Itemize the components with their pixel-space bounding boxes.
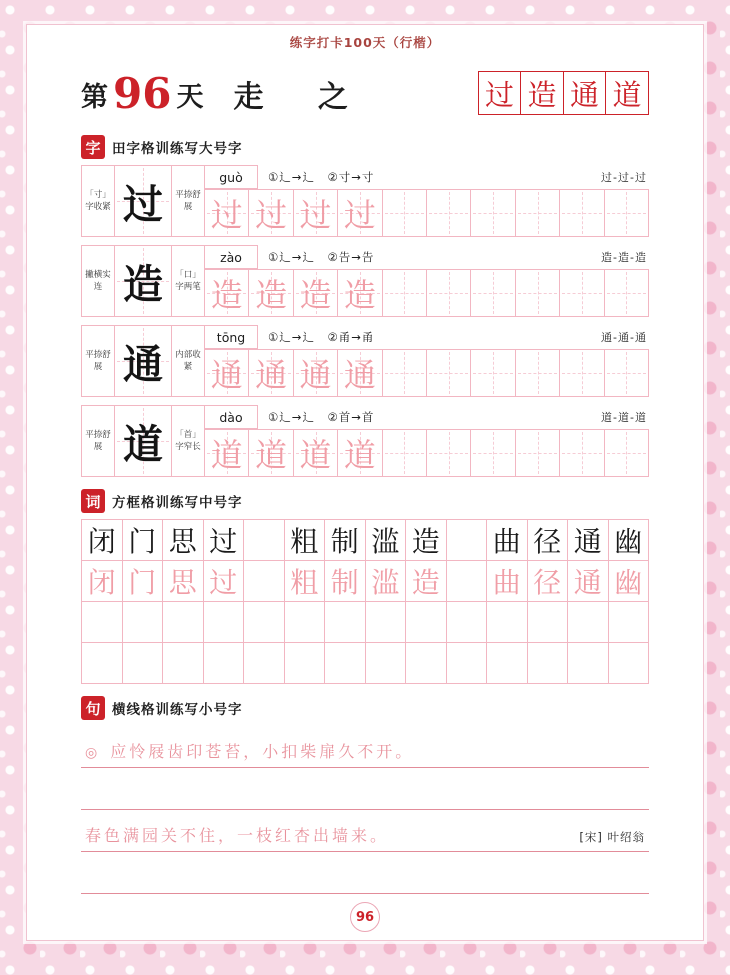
tip-label-right: 「首」字窄长: [171, 405, 205, 477]
practice-cell: [426, 269, 471, 317]
preview-char: 道: [612, 77, 642, 112]
trace-character: 通: [573, 566, 602, 599]
sentence-text: [85, 739, 414, 762]
page-number: 96: [350, 902, 380, 932]
lesson-title-row: [81, 65, 649, 123]
practice-cell: [248, 429, 293, 477]
practice-cell: [204, 349, 249, 397]
word-cell: [405, 601, 447, 643]
word-cell: [203, 642, 245, 684]
practice-cell: [248, 189, 293, 237]
example-character: 造: [123, 261, 163, 308]
word-cell: [527, 601, 569, 643]
practice-cell: [559, 269, 604, 317]
word-cell: [567, 560, 609, 602]
word-cell: [446, 642, 488, 684]
pinyin: guò: [204, 165, 258, 189]
info-strip: [204, 405, 649, 429]
word-cell: [324, 642, 366, 684]
trace-character: 制: [330, 566, 359, 599]
practice-cell: [470, 269, 515, 317]
repeat-sequence: 造-造-造: [601, 251, 647, 264]
word-cell: [122, 560, 164, 602]
practice-cells: [204, 349, 649, 397]
workbook-page: [26, 24, 704, 941]
trace-character: 径: [533, 566, 562, 599]
word-cell: [365, 642, 407, 684]
pinyin: tōng: [204, 325, 258, 349]
trace-character: 过: [343, 196, 376, 234]
stroke-order: ①辶→辶 ②告→告: [268, 250, 375, 264]
word-cell: [608, 601, 650, 643]
word-row-model: [81, 519, 649, 561]
info-strip: [204, 165, 649, 189]
word-cell: [122, 519, 164, 561]
section-title: 方框格训练写中号字: [112, 495, 243, 511]
trace-character: 造: [255, 276, 288, 314]
sentence-1: 应怜屐齿印苍苔，小扣柴扉久不开。: [110, 742, 415, 761]
section-heading-row: [81, 489, 649, 513]
practice-cell: [337, 429, 382, 477]
sentence-line: [81, 810, 649, 852]
word-cell: [527, 642, 569, 684]
word-cell: [608, 642, 650, 684]
trace-character: 过: [299, 196, 332, 234]
radical-name: 走 之: [233, 80, 370, 115]
practice-cell: [604, 269, 649, 317]
trace-character: 粗: [290, 566, 319, 599]
trace-character: 通: [210, 356, 243, 394]
tip-label-right: 「口」字两笔: [171, 245, 205, 317]
stroke-order: ①辶→辶 ②寸→寸: [268, 170, 375, 184]
practice-block: [81, 405, 649, 477]
stroke-order: ①辶→辶 ②首→首: [268, 410, 375, 424]
practice-cell: [515, 269, 560, 317]
practice-cell: [382, 429, 427, 477]
preview-box: [563, 71, 607, 115]
practice-cell: [248, 349, 293, 397]
practice-cell: [604, 349, 649, 397]
word-cell: [284, 560, 326, 602]
section-title: 田字格训练写大号字: [112, 141, 243, 157]
trace-character: 造: [210, 276, 243, 314]
sentence-text: [85, 823, 389, 846]
practice-block-right: [204, 405, 649, 477]
practice-block-right: [204, 165, 649, 237]
word-cell: [324, 560, 366, 602]
word-row-trace: [81, 560, 649, 602]
word-cell: [243, 601, 285, 643]
trace-character: 造: [411, 566, 440, 599]
word-character: 通: [573, 525, 602, 558]
preview-box: [520, 71, 564, 115]
practice-cell: [604, 189, 649, 237]
word-cell: [122, 601, 164, 643]
practice-cells: [204, 189, 649, 237]
practice-block: [81, 325, 649, 397]
practice-cell: [559, 189, 604, 237]
word-cell: [405, 560, 447, 602]
practice-cell: [559, 349, 604, 397]
word-cell: [567, 601, 609, 643]
word-cell: [446, 519, 488, 561]
word-cell: [243, 560, 285, 602]
preview-box: [605, 71, 649, 115]
practice-cells: [204, 429, 649, 477]
word-cell: [365, 519, 407, 561]
title-prefix: 第: [81, 81, 108, 113]
page-footer: [81, 902, 649, 932]
practice-cell: [293, 189, 338, 237]
word-cell: [324, 601, 366, 643]
tip-label-right: 内部收紧: [171, 325, 205, 397]
practice-cell: [382, 269, 427, 317]
trace-character: 过: [210, 196, 243, 234]
word-cell: [203, 601, 245, 643]
trace-character: 通: [255, 356, 288, 394]
word-character: 过: [209, 525, 238, 558]
practice-cell: [204, 269, 249, 317]
section-sentences: [81, 696, 649, 894]
practice-block-right: [204, 245, 649, 317]
day-number: 96: [113, 69, 172, 118]
trace-character: 道: [210, 436, 243, 474]
practice-cell: [382, 189, 427, 237]
word-cell: [162, 601, 204, 643]
word-character: 滥: [371, 525, 400, 558]
word-cell: [284, 601, 326, 643]
word-row-empty: [81, 601, 649, 643]
practice-cells: [204, 269, 649, 317]
word-cell: [405, 642, 447, 684]
word-cell: [162, 519, 204, 561]
example-character: 道: [123, 421, 163, 468]
practice-cell: [248, 269, 293, 317]
example-character-cell: [114, 165, 172, 237]
bullet-marker: ◎: [85, 745, 101, 761]
trace-character: 造: [299, 276, 332, 314]
trace-character: 通: [343, 356, 376, 394]
sentence-line: [81, 852, 649, 894]
tip-label-left: 平捺舒展: [81, 325, 115, 397]
practice-cell: [293, 349, 338, 397]
pinyin: zào: [204, 245, 258, 269]
sentence-2: 春色满园关不住，一枝红杏出墙来。: [85, 826, 390, 845]
word-cell: [527, 519, 569, 561]
tip-label-left: 平捺舒展: [81, 405, 115, 477]
repeat-sequence: 道-道-道: [601, 411, 647, 424]
word-cell: [527, 560, 569, 602]
practice-cell: [293, 269, 338, 317]
word-cell: [567, 519, 609, 561]
preview-box: [478, 71, 522, 115]
section-words: [81, 489, 649, 684]
trace-character: 幽: [614, 566, 643, 599]
practice-cell: [426, 349, 471, 397]
practice-cell: [604, 429, 649, 477]
example-character-cell: [114, 245, 172, 317]
word-cell: [162, 642, 204, 684]
sentence-line: [81, 726, 649, 768]
trace-character: 造: [343, 276, 376, 314]
example-character: 过: [123, 181, 163, 228]
word-cell: [446, 601, 488, 643]
word-cell: [486, 601, 528, 643]
word-row-empty: [81, 642, 649, 684]
pinyin: dào: [204, 405, 258, 429]
word-character: 粗: [290, 525, 319, 558]
tip-label-right: 平捺舒展: [171, 165, 205, 237]
practice-cell: [426, 189, 471, 237]
word-cell: [162, 560, 204, 602]
practice-cell: [204, 429, 249, 477]
tip-label-left: 撇横实连: [81, 245, 115, 317]
word-character: 造: [411, 525, 440, 558]
practice-cell: [515, 429, 560, 477]
example-character-cell: [114, 405, 172, 477]
word-cell: [446, 560, 488, 602]
trace-character: 道: [255, 436, 288, 474]
practice-cell: [337, 269, 382, 317]
trace-character: 道: [299, 436, 332, 474]
trace-character: 门: [128, 566, 157, 599]
trace-character: 通: [299, 356, 332, 394]
practice-cell: [470, 349, 515, 397]
tip-label-left: 「寸」字收紧: [81, 165, 115, 237]
section-heading-row: [81, 135, 649, 159]
word-cell: [243, 642, 285, 684]
practice-cell: [293, 429, 338, 477]
practice-cell: [515, 349, 560, 397]
word-cell: [284, 519, 326, 561]
word-cell: [243, 519, 285, 561]
practice-cell: [559, 429, 604, 477]
info-strip: [204, 325, 649, 349]
section-title: 横线格训练写小号字: [112, 702, 243, 718]
example-character-cell: [114, 325, 172, 397]
word-cell: [608, 519, 650, 561]
section-badge: 句: [81, 696, 105, 720]
word-character: 制: [330, 525, 359, 558]
practice-cell: [515, 189, 560, 237]
word-cell: [365, 601, 407, 643]
word-cell: [81, 560, 123, 602]
section-large-characters: [81, 135, 649, 477]
practice-cell: [337, 349, 382, 397]
info-strip: [204, 245, 649, 269]
word-cell: [203, 560, 245, 602]
trace-character: 思: [168, 566, 197, 599]
word-character: 门: [128, 525, 157, 558]
practice-cell: [204, 189, 249, 237]
stroke-order: ①辶→辶 ②甬→甬: [268, 330, 375, 344]
word-cell: [81, 642, 123, 684]
book-header: 练字打卡100天（行楷）: [289, 35, 441, 50]
poet-attribution: [宋] 叶绍翁: [579, 830, 645, 844]
practice-block-right: [204, 325, 649, 397]
practice-block: [81, 245, 649, 317]
word-cell: [324, 519, 366, 561]
word-cell: [81, 519, 123, 561]
word-cell: [486, 519, 528, 561]
word-character: 径: [533, 525, 562, 558]
practice-cell: [470, 429, 515, 477]
section-badge: 字: [81, 135, 105, 159]
practice-cell: [426, 429, 471, 477]
word-character: 闭: [87, 525, 116, 558]
word-character: 幽: [614, 525, 643, 558]
section-badge: 词: [81, 489, 105, 513]
trace-character: 道: [343, 436, 376, 474]
trace-character: 过: [255, 196, 288, 234]
trace-character: 滥: [371, 566, 400, 599]
repeat-sequence: 过-过-过: [601, 171, 647, 184]
word-cell: [365, 560, 407, 602]
practice-cell: [470, 189, 515, 237]
word-character: 曲: [492, 525, 521, 558]
trace-character: 过: [209, 566, 238, 599]
word-character: 思: [168, 525, 197, 558]
repeat-sequence: 通-通-通: [601, 331, 647, 344]
trace-character: 闭: [87, 566, 116, 599]
word-cell: [81, 601, 123, 643]
word-cell: [567, 642, 609, 684]
word-cell: [486, 642, 528, 684]
section-heading-row: [81, 696, 649, 720]
word-cell: [486, 560, 528, 602]
word-cell: [284, 642, 326, 684]
word-cell: [608, 560, 650, 602]
practice-block: [81, 165, 649, 237]
sentence-line: [81, 768, 649, 810]
word-cell: [405, 519, 447, 561]
preview-characters: [479, 71, 649, 115]
word-cell: [122, 642, 164, 684]
preview-char: 造: [527, 77, 557, 112]
preview-char: 通: [569, 77, 599, 112]
word-cell: [203, 519, 245, 561]
practice-cell: [337, 189, 382, 237]
word-grid: [81, 519, 649, 684]
preview-char: 过: [484, 77, 514, 112]
trace-character: 曲: [492, 566, 521, 599]
example-character: 通: [123, 341, 163, 388]
title-suffix: 天: [176, 81, 204, 113]
practice-cell: [382, 349, 427, 397]
